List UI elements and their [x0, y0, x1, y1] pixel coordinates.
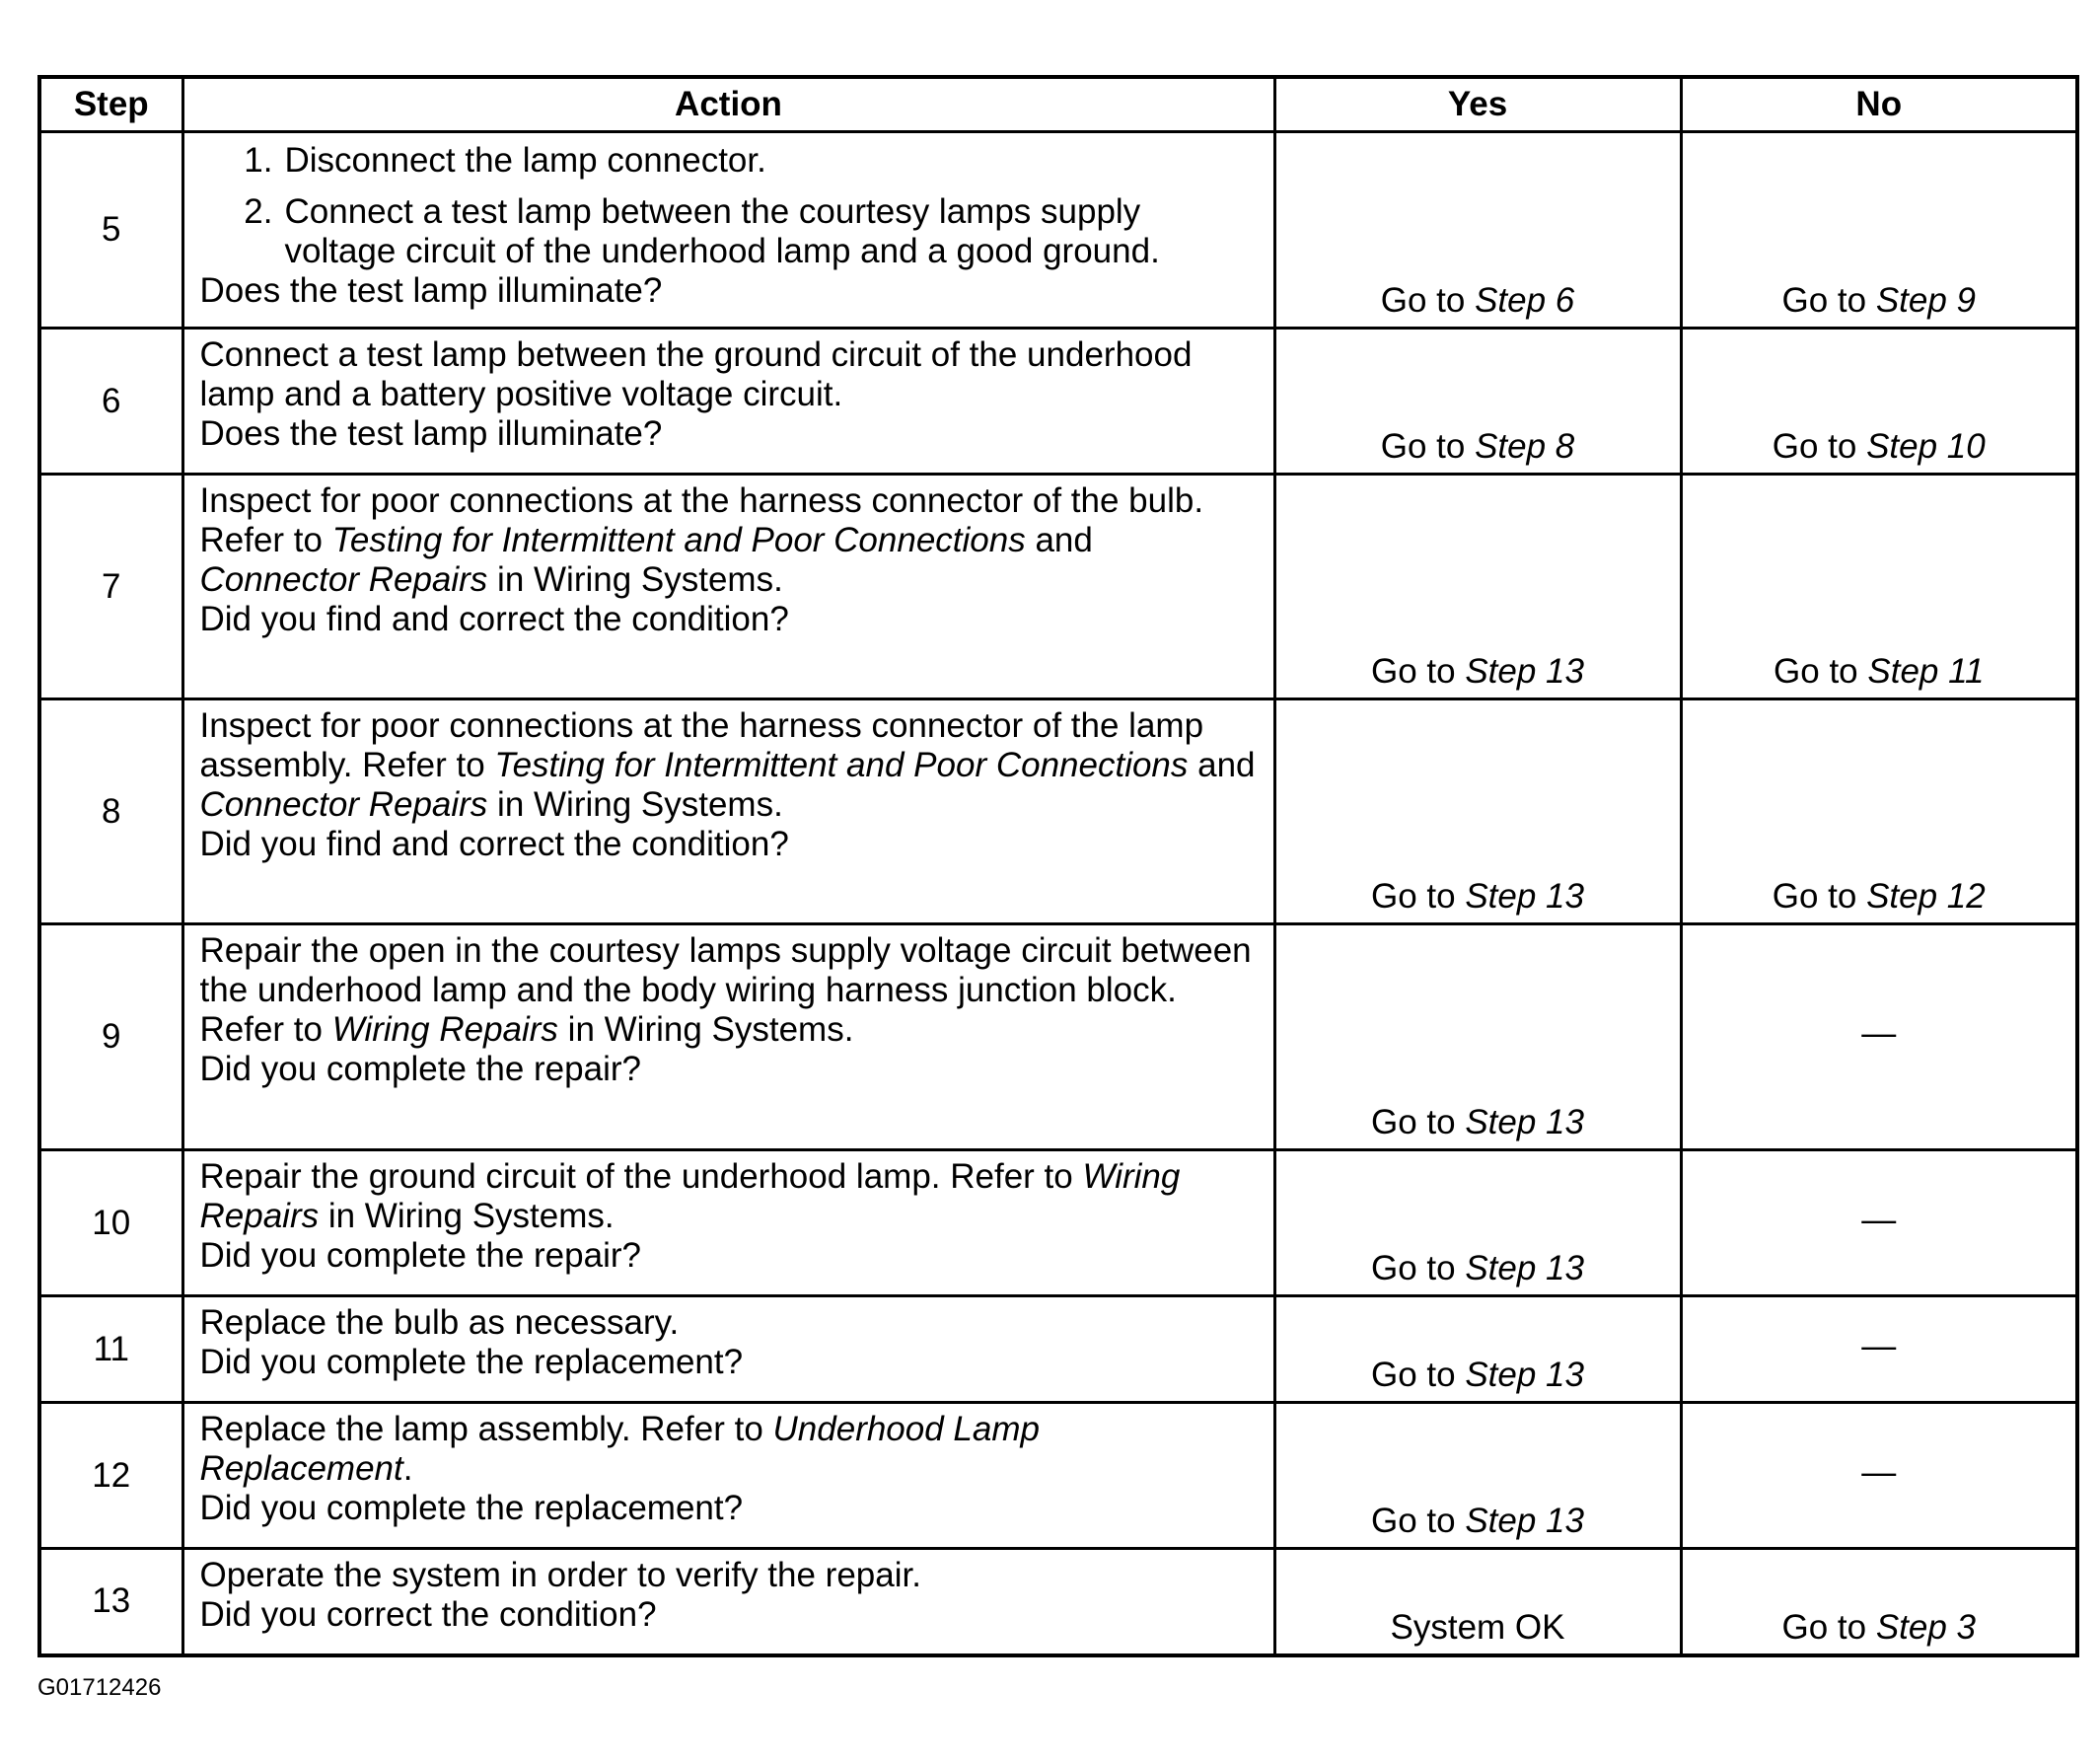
instruction-text: [200, 1157, 1260, 1236]
table-row: [39, 329, 2077, 475]
yes-prefix: Go to: [1371, 1502, 1466, 1540]
yes-cell: [1274, 1150, 1681, 1296]
instr-text: .: [402, 1449, 413, 1488]
table-row: [39, 924, 2077, 1150]
diagnostic-table: [37, 75, 2079, 1657]
no-step-link[interactable]: Step 11: [1867, 652, 1985, 691]
yes-prefix: Go to: [1380, 281, 1476, 320]
list-item: [200, 141, 1260, 181]
instr-text: Repair the open in the courtesy lamps supply voltage circuit between the underhood lamp and the body wiring harness junction block. Refer to: [199, 931, 1252, 1049]
doc-reference-link[interactable]: Wiring Repairs: [331, 1010, 558, 1049]
list-number: 1.: [244, 141, 273, 180]
yes-step-link[interactable]: Step 13: [1465, 1103, 1584, 1141]
action-cell: [182, 132, 1274, 329]
yes-cell: [1274, 924, 1681, 1150]
question-text: Did you complete the repair?: [199, 1236, 641, 1275]
doc-reference-link[interactable]: Connector Repairs: [199, 785, 488, 824]
header-no: No: [1681, 77, 2077, 132]
yes-cell: [1274, 1296, 1681, 1403]
table-row: [39, 1403, 2077, 1549]
yes-step-link[interactable]: Step 13: [1465, 1249, 1584, 1287]
step-number: 9: [39, 924, 182, 1150]
instruction-text: Connect a test lamp between the ground circuit of the underhood lamp and a battery positive voltage circuit.: [199, 335, 1193, 413]
list-text: Connect a test lamp between the courtesy lamps supply voltage circuit of the underhood lamp and a good ground.: [284, 192, 1160, 270]
instr-text: in Wiring Systems.: [487, 785, 783, 824]
instruction-text: [200, 706, 1260, 825]
action-cell: [182, 329, 1274, 475]
instr-text: in Wiring Systems.: [557, 1010, 854, 1049]
doc-reference-link[interactable]: Connector Repairs: [199, 560, 488, 599]
table-row: [39, 475, 2077, 699]
doc-reference-link[interactable]: Testing for Intermittent and Poor Connections: [331, 521, 1026, 559]
yes-step-link[interactable]: Step 13: [1465, 1502, 1584, 1540]
no-dash: —: [1861, 1014, 1897, 1053]
action-cell: [182, 1296, 1274, 1403]
question-text: Does the test lamp illuminate?: [199, 271, 663, 310]
header-action: Action: [182, 77, 1274, 132]
list-number: 2.: [244, 192, 273, 231]
instruction-text: [200, 1410, 1260, 1489]
header-row: [39, 77, 2077, 132]
table-row: [39, 1296, 2077, 1403]
instruction-text: Replace the bulb as necessary.: [199, 1303, 680, 1342]
yes-prefix: Go to: [1380, 427, 1476, 466]
yes-result: System OK: [1390, 1607, 1565, 1647]
no-cell: [1681, 329, 2077, 475]
instr-text: in Wiring Systems.: [487, 560, 783, 599]
step-number: 8: [39, 699, 182, 924]
yes-cell: [1274, 1403, 1681, 1549]
figure-id: G01712426: [37, 1674, 162, 1701]
no-cell: [1681, 699, 2077, 924]
no-step-link[interactable]: Step 3: [1875, 1607, 1977, 1647]
no-dash: —: [1861, 1326, 1897, 1365]
instr-text: Inspect for poor connections at the harness connector of the bulb. Refer to: [199, 481, 1204, 559]
table-row: [39, 699, 2077, 924]
header-step: Step: [39, 77, 182, 132]
yes-step-link[interactable]: Step 13: [1465, 1356, 1584, 1394]
no-dash: —: [1861, 1452, 1897, 1492]
action-cell: [182, 475, 1274, 699]
no-cell: [1681, 132, 2077, 329]
table-row: [39, 1549, 2077, 1655]
instruction-list: [200, 141, 1260, 271]
instr-text: Replace the lamp assembly. Refer to: [199, 1410, 773, 1448]
table-row: [39, 132, 2077, 329]
action-cell: [182, 699, 1274, 924]
no-cell: [1681, 475, 2077, 699]
doc-reference-link[interactable]: Testing for Intermittent and Poor Connections: [494, 746, 1189, 784]
step-number: 6: [39, 329, 182, 475]
yes-cell: [1274, 699, 1681, 924]
question-text: Did you correct the condition?: [199, 1595, 657, 1634]
action-cell: [182, 1549, 1274, 1655]
table-row: [39, 1150, 2077, 1296]
yes-cell: [1274, 329, 1681, 475]
no-step-link[interactable]: Step 9: [1875, 281, 1977, 320]
doc-reference-link[interactable]: Underhood Lamp Replacement: [199, 1410, 1040, 1488]
step-number: 12: [39, 1403, 182, 1549]
instr-text: Inspect for poor connections at the harness connector of the lamp assembly. Refer to: [199, 706, 1204, 784]
action-cell: [182, 924, 1274, 1150]
list-text: Disconnect the lamp connector.: [284, 141, 766, 180]
no-prefix: Go to: [1772, 427, 1867, 466]
no-step-link[interactable]: Step 10: [1866, 427, 1986, 466]
step-number: 10: [39, 1150, 182, 1296]
yes-cell: [1274, 132, 1681, 329]
yes-prefix: Go to: [1371, 652, 1466, 691]
step-number: 5: [39, 132, 182, 329]
no-dash: —: [1861, 1200, 1897, 1239]
step-number: 7: [39, 475, 182, 699]
yes-step-link[interactable]: Step 13: [1465, 877, 1584, 916]
question-text: Did you complete the repair?: [199, 1050, 641, 1088]
yes-cell: [1274, 1549, 1681, 1655]
action-cell: [182, 1403, 1274, 1549]
question-text: Does the test lamp illuminate?: [199, 414, 663, 453]
step-number: 11: [39, 1296, 182, 1403]
no-prefix: Go to: [1781, 281, 1876, 320]
no-cell: [1681, 1150, 2077, 1296]
no-step-link[interactable]: Step 12: [1866, 877, 1986, 916]
no-prefix: Go to: [1774, 652, 1868, 691]
instr-text: in Wiring Systems.: [319, 1197, 615, 1235]
question-text: Did you find and correct the condition?: [199, 825, 789, 863]
no-cell: [1681, 1549, 2077, 1655]
instr-text: Repair the ground circuit of the underhood lamp. Refer to: [199, 1157, 1083, 1196]
question-text: Did you complete the replacement?: [199, 1343, 744, 1381]
instr-text: and: [1188, 746, 1256, 784]
action-cell: [182, 1150, 1274, 1296]
yes-cell: [1274, 475, 1681, 699]
step-number: 13: [39, 1549, 182, 1655]
no-prefix: Go to: [1772, 877, 1867, 916]
question-text: Did you find and correct the condition?: [199, 600, 789, 638]
instruction-text: [200, 481, 1260, 600]
instr-text: and: [1025, 521, 1093, 559]
no-cell: [1681, 924, 2077, 1150]
instruction-text: [200, 931, 1260, 1050]
no-cell: [1681, 1403, 2077, 1549]
yes-prefix: Go to: [1371, 1249, 1466, 1287]
yes-step-link[interactable]: Step 13: [1465, 652, 1584, 691]
yes-prefix: Go to: [1371, 1103, 1466, 1141]
yes-prefix: Go to: [1371, 877, 1466, 916]
list-item: [200, 192, 1260, 271]
question-text: Did you complete the replacement?: [199, 1489, 744, 1527]
no-prefix: Go to: [1781, 1607, 1876, 1647]
instruction-text: Operate the system in order to verify the repair.: [199, 1556, 921, 1594]
header-yes: Yes: [1274, 77, 1681, 132]
no-cell: [1681, 1296, 2077, 1403]
doc-reference-link[interactable]: Wiring Repairs: [199, 1157, 1181, 1235]
yes-step-link[interactable]: Step 6: [1475, 281, 1575, 320]
yes-step-link[interactable]: Step 8: [1475, 427, 1575, 466]
yes-prefix: Go to: [1371, 1356, 1466, 1394]
